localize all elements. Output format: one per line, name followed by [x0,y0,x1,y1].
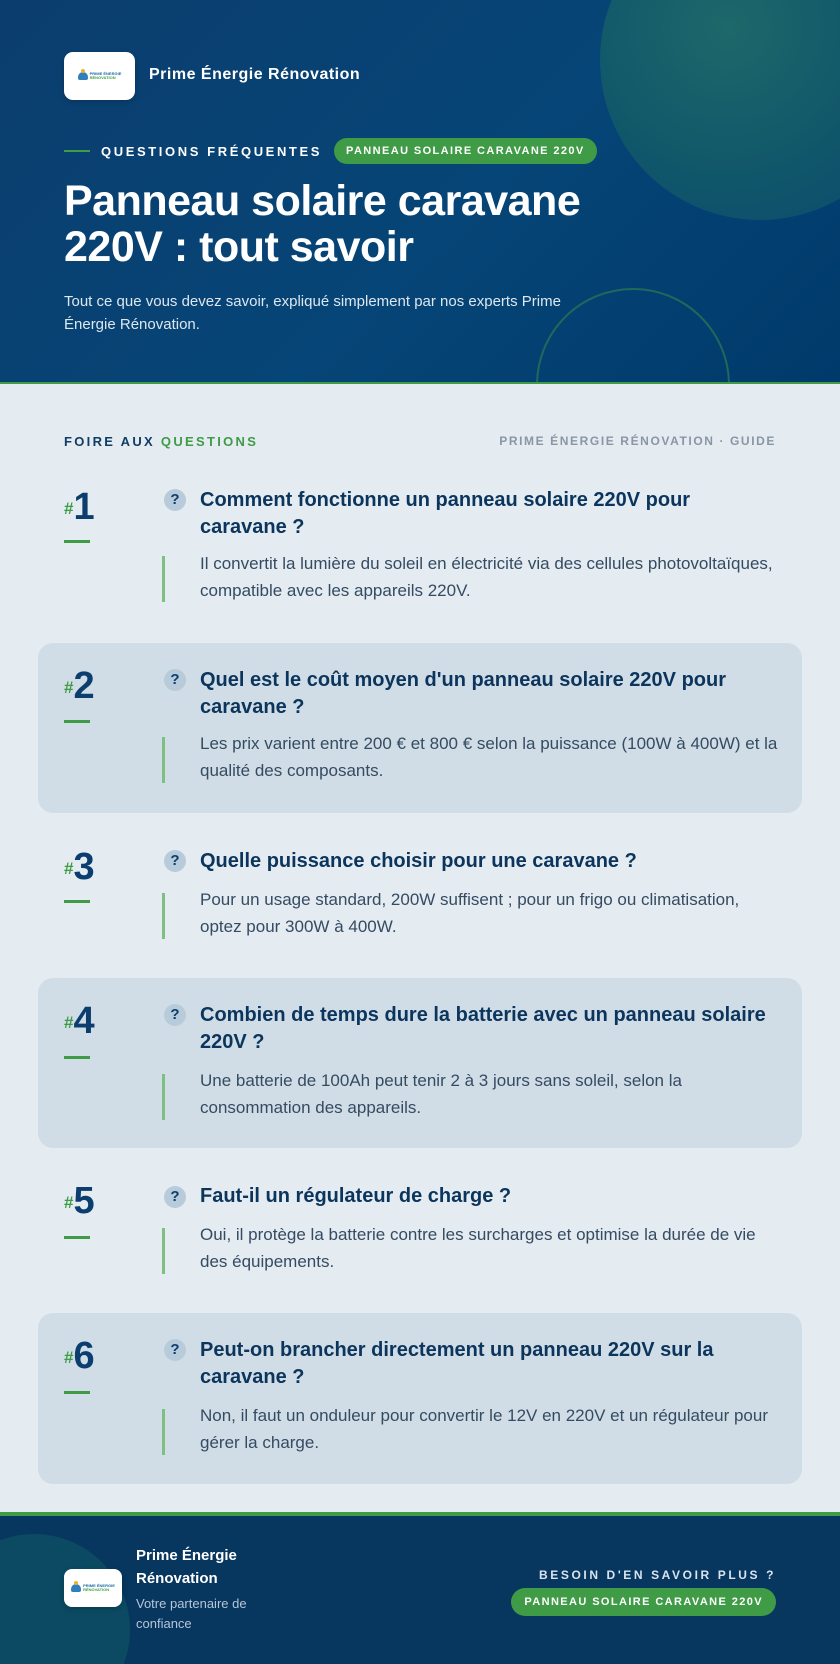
number-underline [64,900,90,903]
hero-eyebrow [64,138,597,164]
question-icon: ? [164,1004,186,1026]
faq-item [38,978,802,1148]
footer-cta-label: BESOIN D'EN SAVOIR PLUS ? [539,1568,776,1582]
footer-topic-tag[interactable]: PANNEAU SOLAIRE CARAVANE 220V [511,1588,776,1616]
faq-question: Quelle puissance choisir pour une caravane ? [200,850,637,872]
page-title: Panneau solaire caravane 220V : tout savoir [64,177,581,271]
question-icon: ? [164,1186,186,1208]
page-subtitle: Tout ce que vous devez savoir, expliqué simplement par nos experts Prime Énergie Rénovation. [64,293,561,333]
number-underline [64,720,90,723]
footer-brand-name: Prime Énergie Rénovation [136,1547,237,1587]
sun-house-icon: PRIME ÉNERGIE RÉNOVATION [78,72,122,81]
faq-question: Peut-on brancher directement un panneau 220V sur la caravane ? [200,1339,714,1388]
topic-tag: PANNEAU SOLAIRE CARAVANE 220V [334,138,597,164]
faq-item [38,830,802,970]
faq-section-header [64,434,776,449]
eyebrow-label: QUESTIONS FRÉQUENTES [101,143,323,159]
hero-banner [0,0,840,384]
faq-section-title: FOIRE AUX QUESTIONS [64,434,259,449]
faq-question: Combien de temps dure la batterie avec un panneau solaire 220V ? [200,1004,766,1053]
faq-item [38,1162,802,1302]
faq-question: Comment fonctionne un panneau solaire 220V pour caravane ? [200,489,691,538]
brand-name: Prime Énergie Rénovation [149,66,361,83]
sun-house-icon: PRIME ÉNERGIE RÉNOVATION [71,1584,115,1593]
number-underline [64,1236,90,1239]
question-icon: ? [164,669,186,691]
faq-number: #4 [64,1000,95,1042]
number-underline [64,1391,90,1394]
question-icon: ? [164,1339,186,1361]
brand-logo[interactable] [64,52,135,100]
page-footer [0,1512,840,1664]
faq-number: #6 [64,1335,95,1377]
number-underline [64,540,90,543]
eyebrow-divider [64,150,90,152]
answer-accent-bar [162,556,165,602]
faq-answer: Il convertit la lumière du soleil en électricité via des cellules photovoltaïques, compatible avec les appareils 220V. [200,554,773,600]
faq-answer: Non, il faut un onduleur pour convertir le 12V en 220V et un régulateur pour gérer la charge. [200,1406,768,1452]
footer-accent-bar [0,1512,840,1516]
answer-accent-bar [162,737,165,783]
faq-answer: Pour un usage standard, 200W suffisent ; pour un frigo ou climatisation, optez pour 300W à 400W. [200,890,740,936]
faq-answer: Les prix varient entre 200 € et 800 € selon la puissance (100W à 400W) et la qualité des composants. [200,734,778,780]
answer-accent-bar [162,1409,165,1455]
accent-divider [0,382,840,384]
faq-number: #2 [64,665,95,707]
faq-number: #5 [64,1180,95,1222]
answer-accent-bar [162,1074,165,1120]
faq-question: Quel est le coût moyen d'un panneau solaire 220V pour caravane ? [200,669,726,718]
faq-item [38,468,802,628]
question-icon: ? [164,489,186,511]
guide-label: PRIME ÉNERGIE RÉNOVATION · GUIDE [499,434,776,448]
decorative-circle [600,0,840,220]
answer-accent-bar [162,893,165,939]
question-icon: ? [164,850,186,872]
faq-answer: Oui, il protège la batterie contre les surcharges et optimise la durée de vie des équipements. [200,1225,756,1271]
faq-question: Faut-il un régulateur de charge ? [200,1185,512,1207]
faq-answer: Une batterie de 100Ah peut tenir 2 à 3 jours sans soleil, selon la consommation des appareils. [200,1071,682,1117]
faq-number: #1 [64,486,95,528]
faq-item [38,643,802,813]
number-underline [64,1056,90,1059]
answer-accent-bar [162,1228,165,1274]
faq-number: #3 [64,846,95,888]
faq-item [38,1313,802,1484]
footer-logo[interactable] [64,1569,122,1607]
footer-tagline: Votre partenaire de confiance [136,1596,247,1631]
